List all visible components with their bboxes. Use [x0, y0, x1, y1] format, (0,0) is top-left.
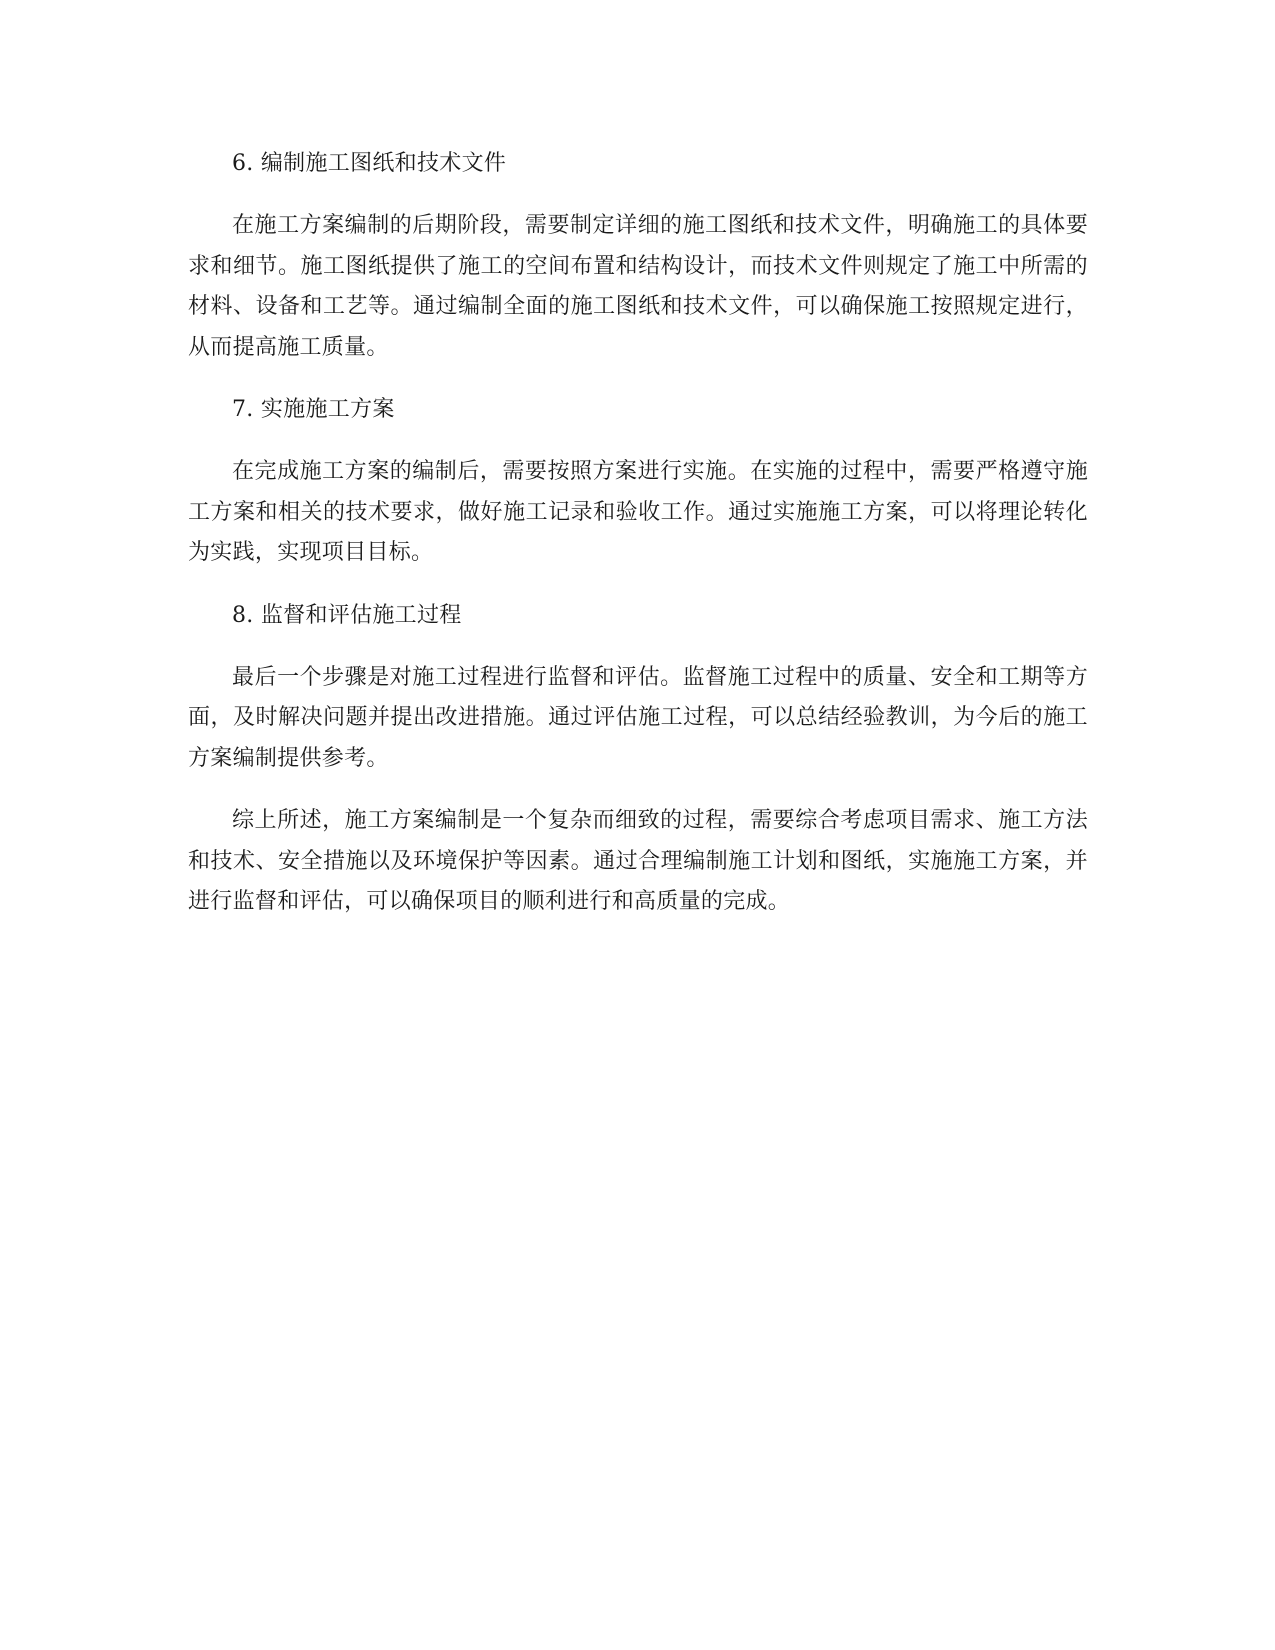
section-heading-6: 6. 编制施工图纸和技术文件	[232, 151, 507, 176]
section-body-6: 在施工方案编制的后期阶段，需要制定详细的施工图纸和技术文件，明确施工的具体要求和细节。施工图纸提供了施工的空间布置和结构设计，而技术文件则规定了施工中所需的材料、设备和工艺等。通过编制全面的施工图纸和技术文件，可以确保施工按照规定进行，从而提高施工质量。	[188, 213, 1088, 360]
section-body-8: 最后一个步骤是对施工过程进行监督和评估。监督施工过程中的质量、安全和工期等方面，及时解决问题并提出改进措施。通过评估施工过程，可以总结经验教训，为今后的施工方案编制提供参考。	[188, 664, 1088, 771]
section-heading-7: 7. 实施施工方案	[232, 397, 395, 422]
conclusion-paragraph: 综上所述，施工方案编制是一个复杂而细致的过程，需要综合考虑项目需求、施工方法和技术、安全措施以及环境保护等因素。通过合理编制施工计划和图纸，实施施工方案，并进行监督和评估，可以确保项目的顺利进行和高质量的完成。	[188, 808, 1088, 914]
section-body-7: 在完成施工方案的编制后，需要按照方案进行实施。在实施的过程中，需要严格遵守施工方案和相关的技术要求，做好施工记录和验收工作。通过实施施工方案，可以将理论转化为实践，实现项目目标。	[188, 459, 1088, 565]
document-body	[188, 144, 1088, 945]
section-heading-8: 8. 监督和评估施工过程	[232, 602, 462, 628]
